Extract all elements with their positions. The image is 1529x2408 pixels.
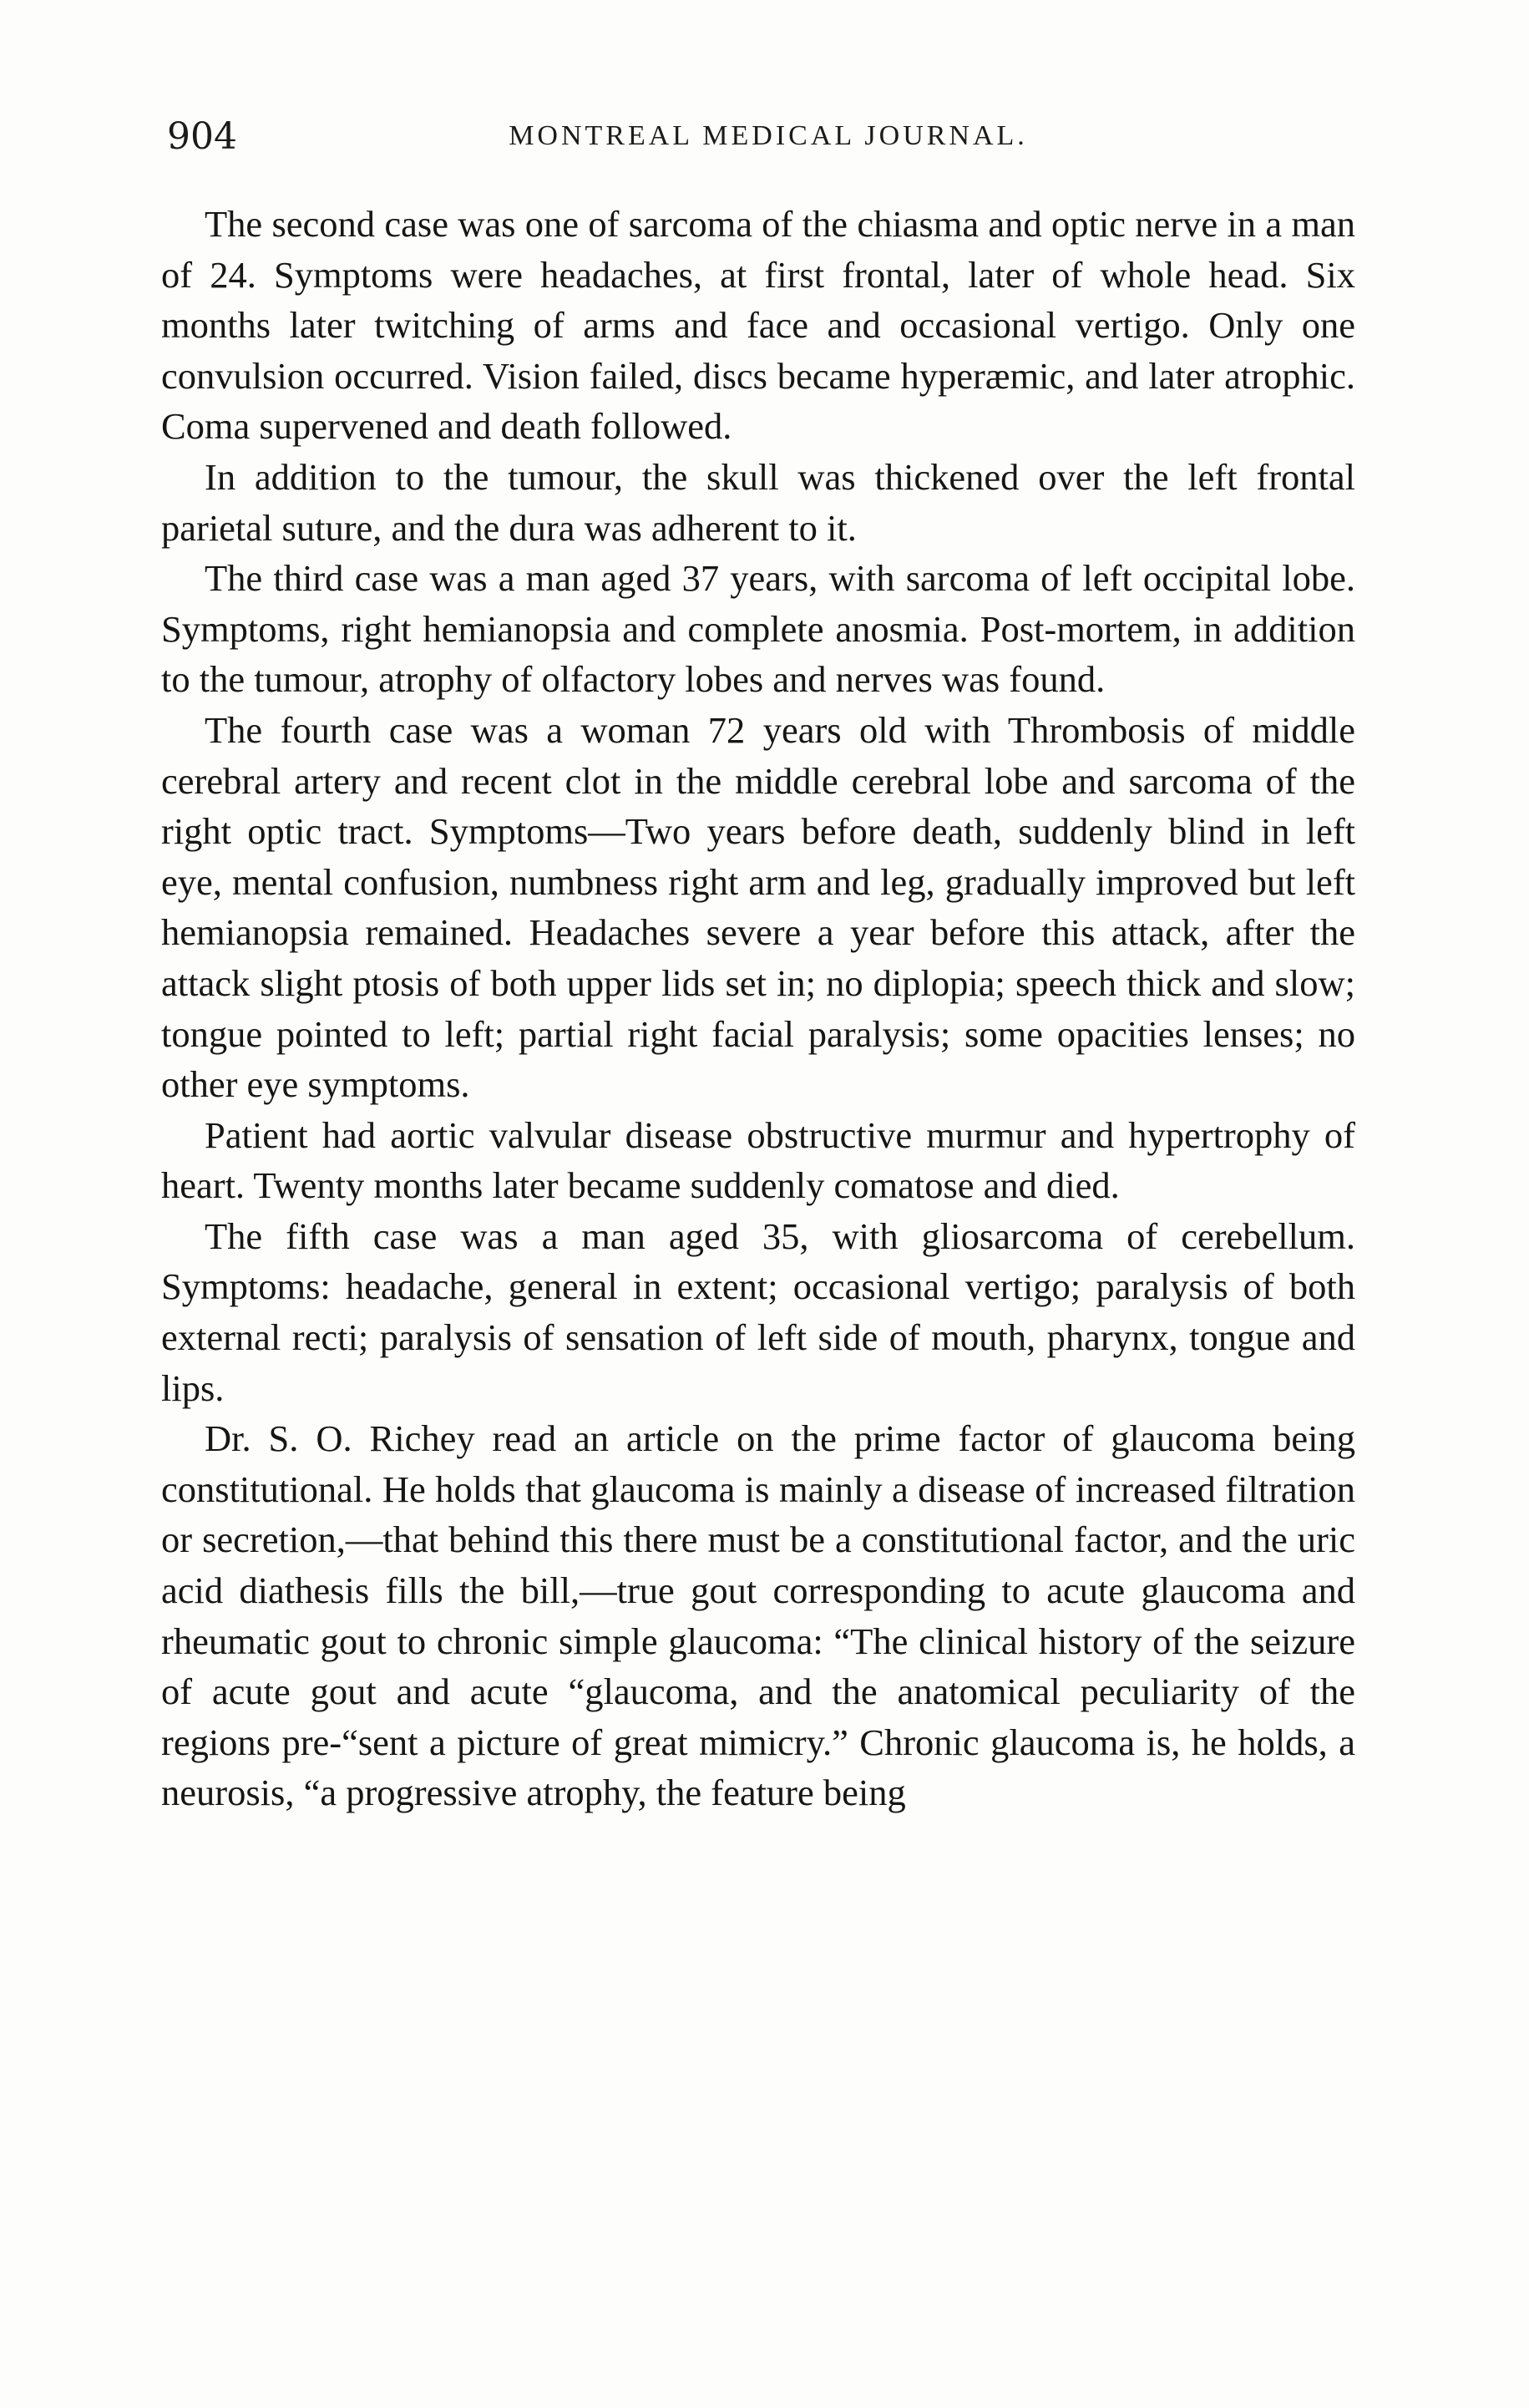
paragraph-second-case: The second case was one of sarcoma of the chiasma and optic nerve in a man of 24. Symptoms were headaches, at first frontal, later of whole head. Six months later twitching of arms and face and occasional vertigo. Only one convulsion occurred. Vision failed, discs became hyperæmic, and later atrophic. Coma supervened and death followed.: [161, 203, 1355, 448]
paragraph-patient-history: Patient had aortic valvular disease obstructive murmur and hypertrophy of heart. Twenty months later became suddenly comatose and died.: [161, 1113, 1355, 1207]
paragraph-richey-glaucoma: Dr. S. O. Richey read an article on the prime factor of glaucoma being constitutional. He holds that glaucoma is mainly a disease of increased filtration or secretion,—that behind this there must be a constitutional factor, and the uric acid diathesis fills the bill,—true gout corresponding to acute glaucoma and rheumatic gout to chronic simple glaucoma: “The clinical history of the seizure of acute gout and acute “glaucoma, and the anatomical peculiarity of the regions pre-“sent a picture of great mimicry.” Chronic glaucoma is, he holds, a neurosis, “a progressive atrophy, the feature being: [161, 1417, 1355, 1814]
body-text: [161, 199, 1355, 1818]
paragraph-third-case: The third case was a man aged 37 years, with sarcoma of left occipital lobe. Symptoms, right hemianopsia and complete anosmia. Post-mortem, in addition to the tumour, atrophy of olfactory lobes and nerves was found.: [161, 557, 1355, 701]
page-number: 904: [167, 115, 237, 158]
paragraph-fourth-case: The fourth case was a woman 72 years old with Thrombosis of middle cerebral artery and recent clot in the middle cerebral lobe and sarcoma of the right optic tract. Symptoms—Two years before death, suddenly blind in left eye, mental confusion, numbness right arm and leg, gradually improved but left hemianopsia remained. Headaches severe a year before this attack, after the attack slight ptosis of both upper lids set in; no diplopia; speech thick and slow; tongue pointed to left; partial right facial paralysis; some opacities lenses; no other eye symptoms.: [161, 708, 1355, 1106]
running-title: MONTREAL MEDICAL JOURNAL.: [509, 120, 1028, 151]
page-header: [167, 115, 1370, 174]
paragraph-fifth-case: The fifth case was a man aged 35, with gliosarcoma of cerebellum. Symptoms: headache, general in extent; occasional vertigo; paralysis of both external recti; paralysis of sensation of left side of mouth, pharynx, tongue and lips.: [161, 1214, 1355, 1409]
paragraph-tumour-addition: In addition to the tumour, the skull was thickened over the left frontal parietal suture, and the dura was adherent to it.: [161, 455, 1355, 549]
